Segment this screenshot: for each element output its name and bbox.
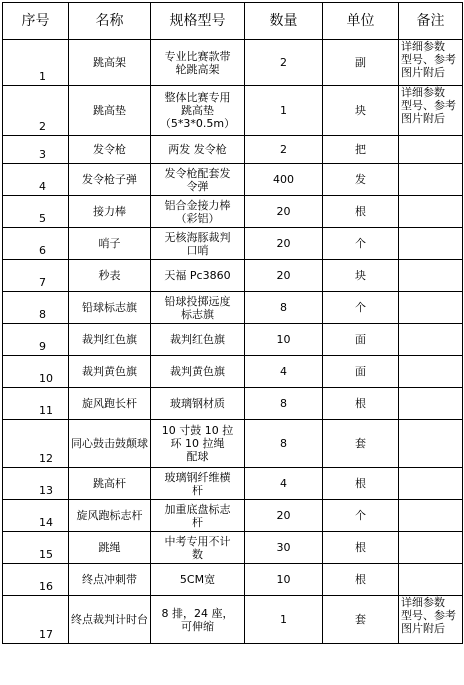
row-number: 4 [3,164,69,196]
item-quantity: 2 [245,40,323,86]
spec-line: 10 寸鼓 10 拉 [161,424,234,437]
row-number: 5 [3,196,69,228]
item-quantity: 10 [245,324,323,356]
spec-line: （彩铝） [175,211,220,225]
spec-line: 数 [192,547,203,561]
item-quantity: 8 [245,388,323,420]
note-line: 图片附后 [401,622,445,635]
header-spec: 规格型号 [151,3,245,40]
table-row [3,196,463,228]
row-number: 10 [3,356,69,388]
item-quantity: 400 [245,164,323,196]
item-name: 跳高架 [69,40,151,86]
spec-line: 配球 [186,450,209,463]
table-header-row [3,3,463,40]
item-name: 发令枪 [69,136,151,164]
item-spec [151,468,245,500]
item-quantity: 8 [245,420,323,468]
item-note [399,196,463,228]
item-spec [151,532,245,564]
item-spec [151,596,245,644]
item-quantity: 8 [245,292,323,324]
item-name: 秒表 [69,260,151,292]
row-number: 9 [3,324,69,356]
item-name: 终点冲刺带 [69,564,151,596]
item-quantity: 20 [245,228,323,260]
item-note [399,500,463,532]
table-row [3,324,463,356]
item-unit: 面 [323,324,399,356]
header-unit: 单位 [323,3,399,40]
table-row [3,468,463,500]
spec-line: 裁判黄色旗 [170,365,225,378]
note-line: 详细参数 [401,596,445,609]
spec-line: 口哨 [186,243,209,257]
table-row [3,228,463,260]
equipment-table [2,2,463,644]
item-note [399,40,463,86]
row-number: 14 [3,500,69,532]
spec-line: 裁判红色旗 [170,333,225,346]
spec-line: 玻璃钢材质 [170,397,225,410]
item-unit: 块 [323,86,399,136]
table-row [3,532,463,564]
item-note [399,136,463,164]
spec-line: 发令枪配套发 [164,166,231,180]
item-quantity: 1 [245,596,323,644]
item-unit: 个 [323,292,399,324]
item-note [399,164,463,196]
note-line: 图片附后 [401,112,445,125]
item-quantity: 20 [245,196,323,228]
header-name: 名称 [69,3,151,40]
item-unit: 套 [323,596,399,644]
spec-line: 环 10 拉绳 [170,437,225,450]
header-no: 序号 [3,3,69,40]
spec-line: 天福 Pc3860 [164,269,231,282]
header-note: 备注 [399,3,463,40]
item-note [399,228,463,260]
item-unit: 根 [323,532,399,564]
item-note [399,532,463,564]
note-line: 详细参数 [401,86,445,99]
item-note [399,324,463,356]
table-row [3,356,463,388]
item-unit: 根 [323,468,399,500]
spec-line: 8 排，24 座， [161,606,234,620]
item-unit: 把 [323,136,399,164]
table-row [3,136,463,164]
item-unit: 个 [323,500,399,532]
item-note [399,388,463,420]
note-line: 图片附后 [401,66,445,79]
item-spec [151,196,245,228]
table-row [3,420,463,468]
table-row [3,564,463,596]
spec-line: 跳高垫 [181,104,214,117]
spec-line: 加重底盘标志 [164,502,231,516]
spec-line: 杆 [192,483,203,497]
note-line: 型号、参考 [401,99,456,112]
spec-line: 专业比赛款带 [164,49,231,63]
spec-line: （5*3*0.5m） [159,117,236,130]
item-quantity: 10 [245,564,323,596]
item-spec [151,228,245,260]
row-number: 1 [3,40,69,86]
item-note [399,420,463,468]
item-name: 跳高杆 [69,468,151,500]
row-number: 2 [3,86,69,136]
spec-line: 标志旗 [181,307,214,321]
item-spec [151,292,245,324]
spec-line: 两发 发令枪 [168,143,227,156]
spec-line: 可伸缩 [181,619,214,633]
item-spec [151,500,245,532]
item-name: 发令枪子弹 [69,164,151,196]
row-number: 16 [3,564,69,596]
item-note [399,564,463,596]
table-row [3,500,463,532]
row-number: 3 [3,136,69,164]
spec-line: 玻璃钢纤维横 [164,470,231,484]
item-note [399,468,463,500]
spec-line: 铅球投掷远度 [164,294,231,308]
item-name: 铅球标志旗 [69,292,151,324]
item-quantity: 30 [245,532,323,564]
note-line: 型号、参考 [401,53,456,66]
spec-line: 中考专用不计 [164,534,231,548]
spec-line: 杆 [192,515,203,529]
item-unit: 根 [323,564,399,596]
item-unit: 根 [323,388,399,420]
row-number: 12 [3,420,69,468]
row-number: 17 [3,596,69,644]
item-name: 接力棒 [69,196,151,228]
item-unit: 副 [323,40,399,86]
item-quantity: 4 [245,468,323,500]
item-quantity: 20 [245,500,323,532]
item-note [399,292,463,324]
item-unit: 套 [323,420,399,468]
table-row [3,40,463,86]
item-spec [151,356,245,388]
table-row [3,260,463,292]
item-quantity: 1 [245,86,323,136]
item-unit: 个 [323,228,399,260]
item-spec [151,388,245,420]
item-quantity: 4 [245,356,323,388]
spec-line: 无核海豚裁判 [164,230,231,244]
item-name: 裁判红色旗 [69,324,151,356]
item-spec [151,40,245,86]
table-row [3,596,463,644]
item-name: 跳绳 [69,532,151,564]
table-row [3,164,463,196]
table-body [3,40,463,644]
item-spec [151,164,245,196]
item-note [399,260,463,292]
item-unit: 面 [323,356,399,388]
row-number: 8 [3,292,69,324]
item-spec [151,564,245,596]
row-number: 15 [3,532,69,564]
item-name: 同心鼓击鼓颠球 [69,420,151,468]
spec-line: 轮跳高架 [175,62,220,76]
table-row [3,86,463,136]
spec-line: 铝合金接力棒 [164,198,231,212]
item-quantity: 2 [245,136,323,164]
item-spec [151,136,245,164]
row-number: 11 [3,388,69,420]
item-unit: 根 [323,196,399,228]
note-line: 详细参数 [401,40,445,53]
item-name: 跳高垫 [69,86,151,136]
table-row [3,388,463,420]
item-spec [151,420,245,468]
spec-line: 5CM宽 [179,573,216,586]
spec-line: 整体比赛专用 [164,91,231,104]
item-quantity: 20 [245,260,323,292]
item-note [399,356,463,388]
item-name: 旋风跑长杆 [69,388,151,420]
row-number: 13 [3,468,69,500]
item-name: 终点裁判计时台 [69,596,151,644]
item-unit: 块 [323,260,399,292]
note-line: 型号、参考 [401,609,456,622]
row-number: 7 [3,260,69,292]
item-spec [151,260,245,292]
item-name: 裁判黄色旗 [69,356,151,388]
item-spec [151,86,245,136]
item-name: 哨子 [69,228,151,260]
table-row [3,292,463,324]
item-spec [151,324,245,356]
item-name: 旋风跑标志杆 [69,500,151,532]
header-qty: 数量 [245,3,323,40]
item-unit: 发 [323,164,399,196]
item-note [399,86,463,136]
row-number: 6 [3,228,69,260]
spec-line: 令弹 [186,179,209,193]
item-note [399,596,463,644]
